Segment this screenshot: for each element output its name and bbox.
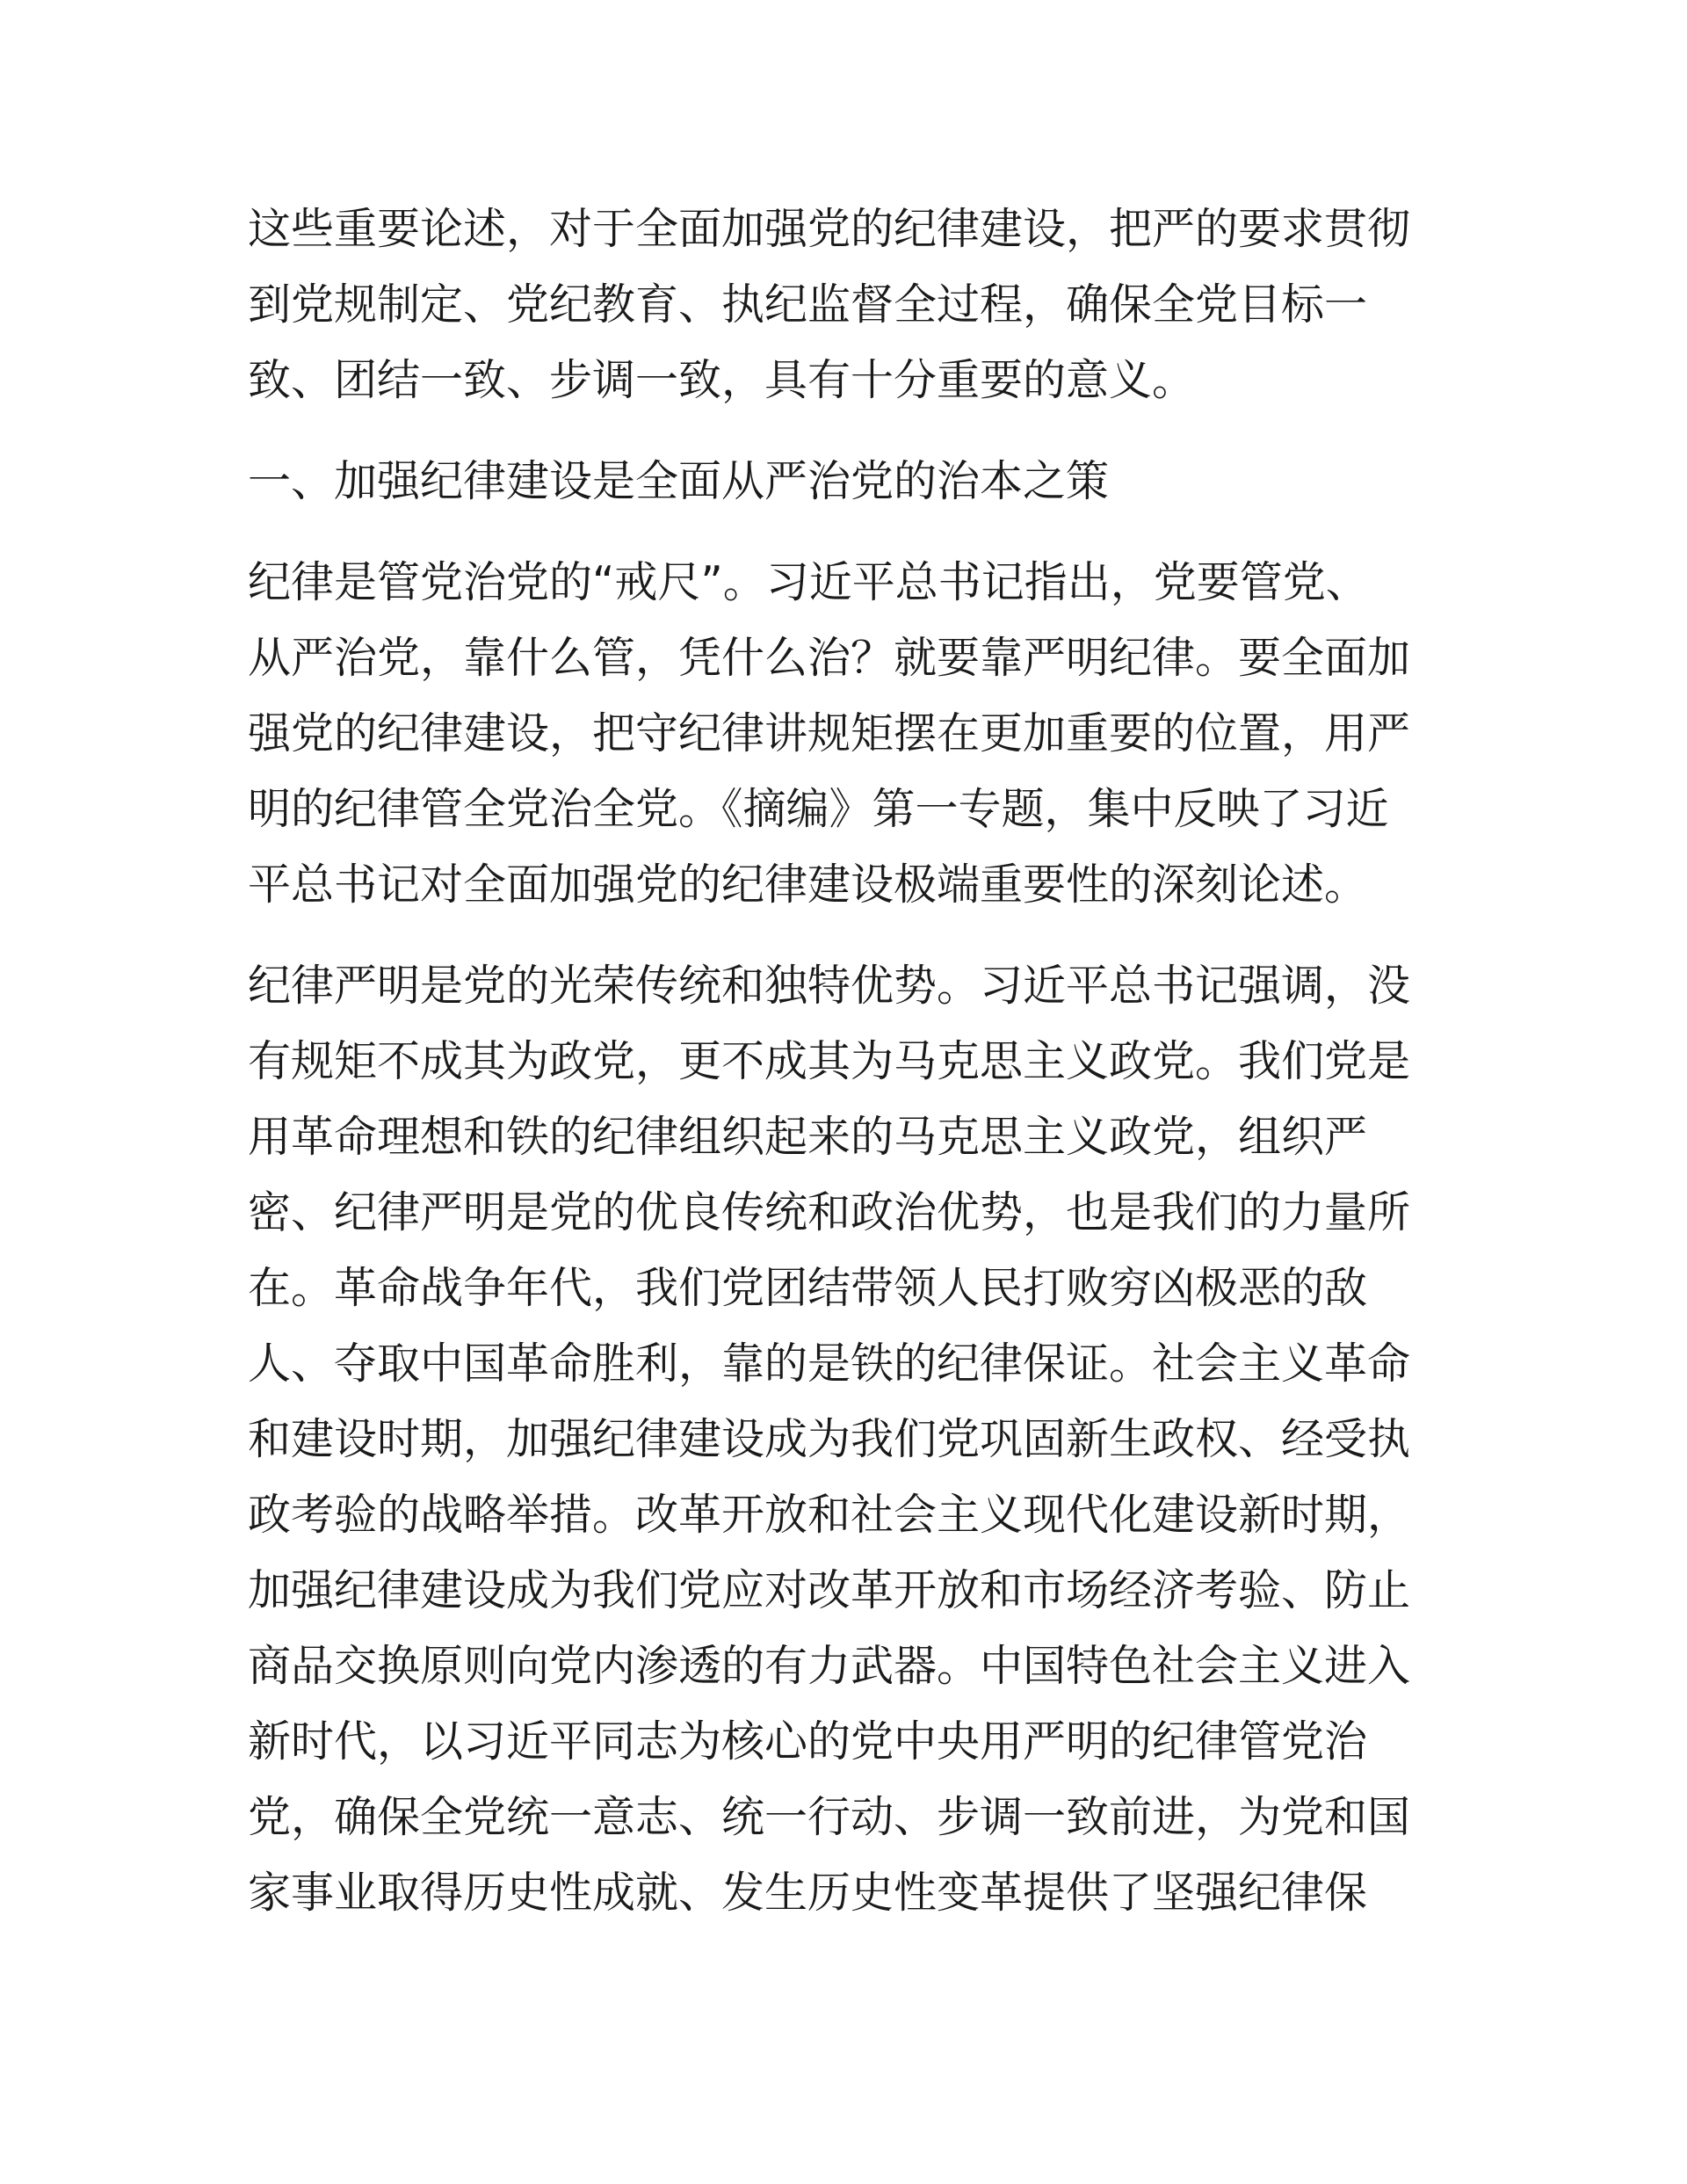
paragraph-intro-significance bbox=[248, 192, 1443, 418]
text-line: 商品交换原则向党内渗透的有力武器。中国特色社会主义进入 bbox=[248, 1641, 1411, 1691]
text-line: 平总书记对全面加强党的纪律建设极端重要性的深刻论述。 bbox=[248, 860, 1368, 910]
paragraph-discipline-ruler bbox=[248, 545, 1443, 923]
text-line: 从严治党，靠什么管，凭什么治？就要靠严明纪律。要全面加 bbox=[248, 633, 1411, 683]
text-line: 政考验的战略举措。改革开放和社会主义现代化建设新时期， bbox=[248, 1490, 1411, 1540]
text-line: 强党的纪律建设，把守纪律讲规矩摆在更加重要的位置，用严 bbox=[248, 708, 1411, 758]
section-heading bbox=[248, 444, 1443, 519]
text-line: 在。革命战争年代，我们党团结带领人民打败穷凶极恶的敌 bbox=[248, 1263, 1368, 1313]
document-body bbox=[248, 192, 1443, 1931]
text-line: 有规矩不成其为政党，更不成其为马克思主义政党。我们党是 bbox=[248, 1036, 1411, 1086]
paragraph-glorious-tradition bbox=[248, 948, 1443, 1931]
text-line: 明的纪律管全党治全党。《摘编》第一专题，集中反映了习近 bbox=[248, 784, 1389, 834]
text-line: 家事业取得历史性成就、发生历史性变革提供了坚强纪律保 bbox=[248, 1868, 1368, 1918]
text-line: 纪律是管党治党的“戒尺”。习近平总书记指出，党要管党、 bbox=[248, 557, 1369, 607]
text-line: 党，确保全党统一意志、统一行动、步调一致前进，为党和国 bbox=[248, 1792, 1411, 1842]
text-line: 用革命理想和铁的纪律组织起来的马克思主义政党，组织严 bbox=[248, 1112, 1368, 1162]
text-line: 到党规制定、党纪教育、执纪监督全过程，确保全党目标一 bbox=[248, 279, 1368, 330]
text-line: 人、夺取中国革命胜利，靠的是铁的纪律保证。社会主义革命 bbox=[248, 1339, 1411, 1389]
text-line: 这些重要论述，对于全面加强党的纪律建设，把严的要求贯彻 bbox=[248, 204, 1411, 254]
text-line: 加强纪律建设成为我们党应对改革开放和市场经济考验、防止 bbox=[248, 1565, 1411, 1615]
section-heading-text: 一、加强纪律建设是全面从严治党的治本之策 bbox=[248, 456, 1110, 506]
text-line: 致、团结一致、步调一致，具有十分重要的意义。 bbox=[248, 355, 1196, 405]
text-line: 和建设时期，加强纪律建设成为我们党巩固新生政权、经受执 bbox=[248, 1414, 1411, 1464]
text-line: 纪律严明是党的光荣传统和独特优势。习近平总书记强调，没 bbox=[248, 961, 1411, 1011]
text-line: 密、纪律严明是党的优良传统和政治优势，也是我们的力量所 bbox=[248, 1187, 1411, 1237]
text-line: 新时代，以习近平同志为核心的党中央用严明的纪律管党治 bbox=[248, 1716, 1368, 1767]
